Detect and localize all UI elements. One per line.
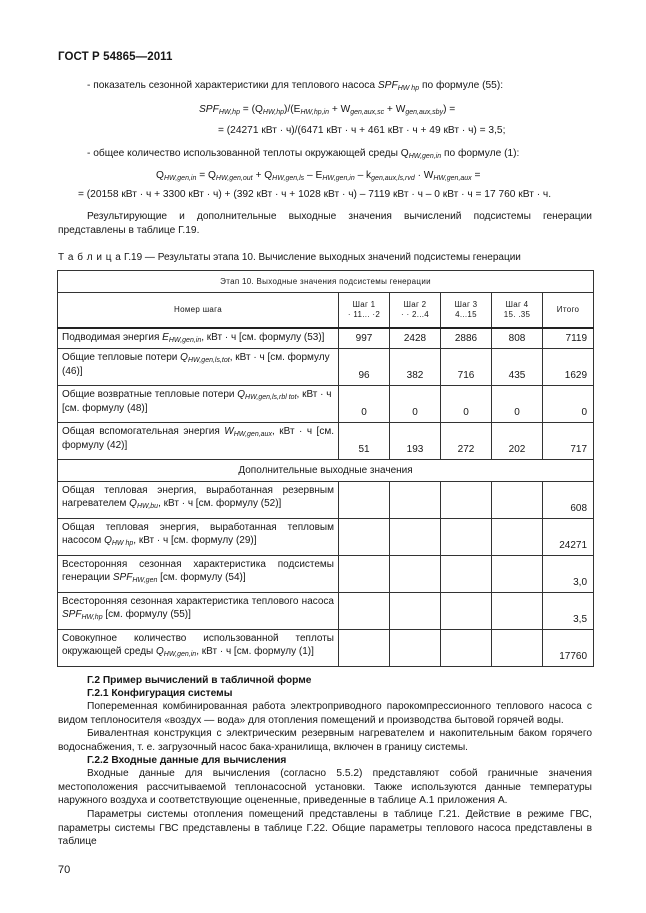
cell-total: 17760 xyxy=(543,630,594,667)
table-row xyxy=(58,349,594,386)
row-label-pre: Общие тепловые потери xyxy=(62,352,181,363)
row-symbol-sub: HW,gen,aux xyxy=(233,431,272,438)
row-symbol: W xyxy=(224,426,234,437)
eq2-f: · W xyxy=(414,170,434,181)
eq2-c-sub: HW,gen,ls xyxy=(272,175,305,182)
paragraph-parameters: Параметры системы отопления помещений представлены в таблице Г.21. Действие в режиме ГВС, параметры системы ГВС представлены в таблице Г.22. Общие параметры теплового насоса представлены в таблице xyxy=(58,809,592,848)
table-caption: Этап 10. Выходные значения подсистемы генерации xyxy=(58,271,594,293)
row-symbol-sub: HW,gen,in xyxy=(168,336,202,344)
row-symbol-sub: HW,hp xyxy=(81,614,103,621)
row-symbol-sub: HW,gen,ls,tot xyxy=(187,357,230,364)
paragraph-bivalent: Бивалентная конструкция с электрическим резервным нагревателем и накопительным баком горячего водоснабжения, т. е. загрузочный насос бака-хранилища, включен в границу системы. xyxy=(58,728,592,753)
cell-empty xyxy=(441,482,492,519)
row-symbol: Q xyxy=(104,535,112,546)
q-tail: по формуле (1): xyxy=(441,148,520,159)
cell-value: 0 xyxy=(441,386,492,423)
q-lead-sub: HW,gen,in xyxy=(408,153,442,160)
q-paragraph xyxy=(87,147,519,161)
table-title-text: Г.19 — Результаты этапа 10. Вычисление выходных значений подсистемы генерации xyxy=(121,252,521,263)
row-label-post: , кВт · ч [см. формулу (1)] xyxy=(196,646,314,657)
table-row xyxy=(58,593,594,630)
row-label xyxy=(58,349,339,386)
row-label-pre: Общая тепловая энергия, выработанная тепловым насосом xyxy=(62,522,334,546)
row-symbol: SPF xyxy=(62,609,82,620)
cell-value: 2886 xyxy=(441,328,492,349)
eq1-part-b: )/(E xyxy=(284,104,301,115)
eq2-f-sub: HW,gen,aux xyxy=(433,175,472,182)
eq1-sub-a: HW,hp xyxy=(262,109,285,116)
row-label xyxy=(58,519,339,556)
eq1-lhs: SPF xyxy=(199,104,219,115)
eq2-d: – E xyxy=(304,170,323,181)
table-row xyxy=(58,328,594,349)
document-header: ГОСТ Р 54865—2011 xyxy=(58,51,173,63)
step-3-range: 4...15 xyxy=(455,309,477,319)
row-label xyxy=(58,423,339,460)
row-label-post: , кВт · ч [см. формулу (48)] xyxy=(62,389,332,414)
row-symbol-sub: HW,gen xyxy=(132,577,158,584)
cell-value: 0 xyxy=(492,386,543,423)
eq1-part-c: + W xyxy=(329,104,351,115)
eq1-part-a: = (Q xyxy=(239,104,263,115)
cell-total: 7119 xyxy=(543,328,594,349)
step-1-range: · 11... ·2 xyxy=(347,309,381,319)
page-number: 70 xyxy=(58,864,71,876)
spf-symbol: SPF xyxy=(377,80,398,91)
row-symbol: Q xyxy=(237,389,246,400)
table-row xyxy=(58,556,594,593)
row-label xyxy=(58,386,339,423)
table-row xyxy=(58,386,594,423)
cell-value: 382 xyxy=(390,349,441,386)
cell-value: 0 xyxy=(339,386,390,423)
cell-empty xyxy=(339,556,390,593)
cell-empty xyxy=(390,630,441,667)
table-row xyxy=(58,482,594,519)
cell-empty xyxy=(492,556,543,593)
row-symbol-sub: HW,bu xyxy=(136,503,159,510)
col-step-3 xyxy=(441,293,492,328)
row-label-pre: Общие возвратные тепловые потери xyxy=(62,389,238,400)
cell-empty xyxy=(339,519,390,556)
eq1-part-d: + W xyxy=(384,104,406,115)
step-4-range: 15. .35 xyxy=(503,309,531,319)
cell-empty xyxy=(441,593,492,630)
eq2-a: Q xyxy=(156,170,164,181)
cell-empty xyxy=(492,630,543,667)
table-caption-row xyxy=(58,271,594,293)
equation-spf-line1 xyxy=(199,103,455,117)
eq2-d-sub: HW,gen,in xyxy=(322,175,355,182)
eq2-g: = xyxy=(471,170,481,181)
cell-empty xyxy=(492,519,543,556)
row-label-pre: Подводимая энергия xyxy=(62,331,163,343)
subsection-title-1: Г.2.1 Конфигурация системы xyxy=(87,688,233,699)
eq1-sub-d: gen,aux,sby xyxy=(405,109,444,116)
spf-symbol-sub: HW hp xyxy=(397,85,420,92)
cell-empty xyxy=(390,519,441,556)
row-symbol-sub: HW,gen,in xyxy=(163,651,197,658)
cell-empty xyxy=(339,593,390,630)
paragraph-input-data: Входные данные для вычисления (согласно 5.5.2) представляют собой граничные значения местоположения рассчитываемой теплонасосной установки. Также используются данные температуры наружного воздуха и соответствующие оцененные, приведенные в таблице А.1 приложения А. xyxy=(58,768,592,807)
row-label-post: , кВт · ч [см. формулу (52)] xyxy=(158,498,282,509)
subsection-title-2: Г.2.2 Входные данные для вычисления xyxy=(87,755,287,766)
table-row xyxy=(58,630,594,667)
row-symbol-sub: HW,gen,ls,rbl tot xyxy=(245,394,297,401)
row-label-post: [см. формулу (54)] xyxy=(157,572,246,583)
equation-spf-line2: = (24271 кВт · ч)/(6471 кВт · ч + 461 кВт · ч + 49 кВт · ч) = 3,5; xyxy=(218,125,506,136)
row-label-pre: Всесторонняя сезонная характеристика подсистемы генерации xyxy=(62,559,334,583)
eq1-sub-c: gen,aux,sc xyxy=(350,109,385,116)
cell-total: 3,0 xyxy=(543,556,594,593)
spf-lead: - показатель сезонной характеристики для теплового насоса xyxy=(87,80,378,91)
cell-value: 51 xyxy=(339,423,390,460)
row-label xyxy=(58,328,339,349)
spf-paragraph xyxy=(87,79,503,93)
cell-value: 202 xyxy=(492,423,543,460)
cell-empty xyxy=(492,593,543,630)
row-label-post: , кВт · ч [см. формулу (42)] xyxy=(62,426,334,451)
cell-total: 3,5 xyxy=(543,593,594,630)
row-label-post: [см. формулу (55)] xyxy=(102,609,191,620)
col-step-1 xyxy=(339,293,390,328)
table-title-label: Т а б л и ц а xyxy=(58,252,122,263)
spf-tail: по формуле (55): xyxy=(419,80,504,91)
row-label-pre: Всесторонняя сезонная характеристика теплового насоса xyxy=(62,596,334,607)
cell-total: 24271 xyxy=(543,519,594,556)
eq1-lhs-sub: HW,hp xyxy=(218,109,240,116)
step-3-name: Шаг 3 xyxy=(454,299,478,309)
cell-empty xyxy=(441,630,492,667)
step-4-name: Шаг 4 xyxy=(505,299,529,309)
cell-value: 808 xyxy=(492,328,543,349)
row-label-post: , кВт · ч [см. формулу (53)] xyxy=(201,331,325,343)
eq1-sub-b: HW,hp,in xyxy=(300,109,329,116)
row-label-pre: Общая тепловая энергия, выработанная резервным нагревателем xyxy=(62,485,334,509)
row-symbol: E xyxy=(162,331,169,343)
cell-empty xyxy=(339,630,390,667)
cell-total: 717 xyxy=(543,423,594,460)
cell-value: 272 xyxy=(441,423,492,460)
col-step-label: Номер шага xyxy=(58,293,339,328)
eq2-e-sub: gen,aux,ls,rvd xyxy=(371,175,415,182)
table-row xyxy=(58,423,594,460)
table-header-row xyxy=(58,293,594,328)
eq1-part-e: ) = xyxy=(443,104,456,115)
cell-empty xyxy=(390,593,441,630)
row-symbol: Q xyxy=(180,352,188,363)
row-symbol-sub: HW hp xyxy=(111,540,134,547)
results-paragraph: Результирующие и дополнительные выходные значения вычислений подсистемы генерации представлены в таблице Г.19. xyxy=(58,211,592,236)
step-2-range: · · 2...4 xyxy=(400,309,430,319)
col-step-2 xyxy=(390,293,441,328)
cell-value: 0 xyxy=(390,386,441,423)
cell-total: 608 xyxy=(543,482,594,519)
row-symbol: Q xyxy=(156,646,164,657)
table-title xyxy=(58,251,521,265)
cell-value: 435 xyxy=(492,349,543,386)
eq2-b: = Q xyxy=(196,170,216,181)
cell-empty xyxy=(441,519,492,556)
cell-value: 2428 xyxy=(390,328,441,349)
row-label xyxy=(58,630,339,667)
row-label-pre: Общая вспомогательная энергия xyxy=(62,426,225,437)
section-title: Г.2 Пример вычислений в табличной форме xyxy=(87,675,312,686)
cell-empty xyxy=(492,482,543,519)
cell-value: 193 xyxy=(390,423,441,460)
col-total: Итого xyxy=(543,293,594,328)
row-label xyxy=(58,482,339,519)
table-row xyxy=(58,519,594,556)
cell-total: 0 xyxy=(543,386,594,423)
results-table xyxy=(57,270,594,667)
row-label-post: , кВт · ч [см. формулу (46)] xyxy=(62,352,330,377)
step-1-name: Шаг 1 xyxy=(352,299,376,309)
cell-value: 96 xyxy=(339,349,390,386)
step-2-name: Шаг 2 xyxy=(403,299,427,309)
row-label xyxy=(58,593,339,630)
equation-q-line2: = (20158 кВт · ч + 3300 кВт · ч) + (392 кВт · ч + 1028 кВт · ч) – 7119 кВт · ч – 0 кВт · ч = 17 760 кВт · ч. xyxy=(78,189,552,200)
row-symbol: SPF xyxy=(112,572,133,583)
cell-empty xyxy=(390,482,441,519)
col-step-4 xyxy=(492,293,543,328)
row-label-pre: Совокупное количество использованной теплоты окружающей среды xyxy=(62,633,334,657)
cell-total: 1629 xyxy=(543,349,594,386)
cell-empty xyxy=(339,482,390,519)
cell-value: 716 xyxy=(441,349,492,386)
eq2-a-sub: HW,gen,in xyxy=(163,175,197,182)
row-label xyxy=(58,556,339,593)
cell-empty xyxy=(390,556,441,593)
equation-q-line1 xyxy=(156,169,480,183)
row-label-post: , кВт · ч [см. формулу (29)] xyxy=(133,535,257,546)
paragraph-config: Попеременная комбинированная работа электроприводного парокомпрессионного теплового насоса с видом теплоносителя «воздух — вода» для отопления помещений и производства бытовой горячей воды. xyxy=(58,701,592,726)
eq2-c: + Q xyxy=(252,170,273,181)
cell-empty xyxy=(441,556,492,593)
cell-value: 997 xyxy=(339,328,390,349)
section-row xyxy=(58,460,594,482)
section-label: Дополнительные выходные значения xyxy=(58,460,594,482)
q-lead: - общее количество использованной теплоты окружающей среды Q xyxy=(87,148,409,159)
row-symbol: Q xyxy=(129,498,137,509)
eq2-b-sub: HW,gen,out xyxy=(215,175,253,182)
eq2-e: – k xyxy=(354,170,372,181)
